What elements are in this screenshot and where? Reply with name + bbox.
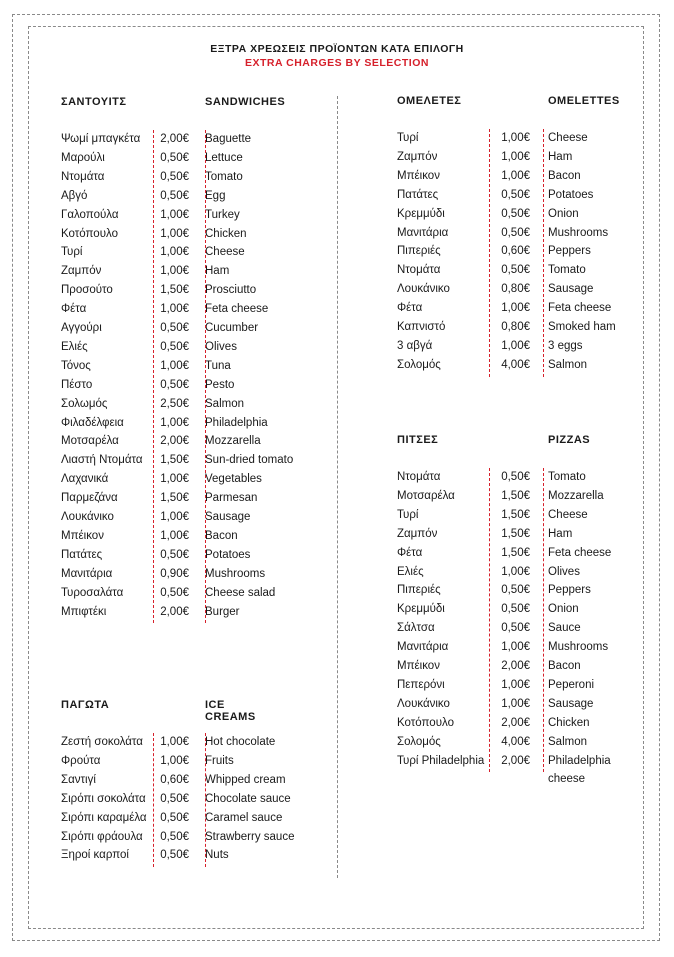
item-price: 1,50€ xyxy=(501,489,530,502)
item-price: 0,50€ xyxy=(160,586,189,599)
item-name-english: Olives xyxy=(205,340,237,353)
item-name-english: Sausage xyxy=(548,697,594,710)
item-name-english: Onion xyxy=(548,207,579,220)
item-price: 0,50€ xyxy=(160,830,189,843)
item-name-greek: Πέστο xyxy=(61,378,93,391)
item-name-english: Philadelphia xyxy=(548,754,611,767)
item-name-greek: Φέτα xyxy=(61,303,87,316)
item-price: 1,00€ xyxy=(501,302,530,315)
item-name-english: Hot chocolate xyxy=(205,736,276,748)
item-price: 0,80€ xyxy=(501,283,530,296)
item-name-greek: Σολομός xyxy=(397,735,441,748)
item-name-english: Parmesan xyxy=(205,492,258,505)
item-price: 1,00€ xyxy=(160,246,189,259)
item-name-english: Vegetables xyxy=(205,473,262,486)
item-name-english: Salmon xyxy=(205,397,244,410)
item-name-greek: Μπέικον xyxy=(61,529,104,542)
item-name-greek: Τυρί xyxy=(397,132,419,144)
item-name-english: Peppers xyxy=(548,245,591,258)
item-price: 0,50€ xyxy=(501,207,530,220)
item-price: 1,00€ xyxy=(501,169,530,182)
item-name-english: Prosciutto xyxy=(205,284,257,297)
item-name-english: Philadelphia xyxy=(205,416,268,429)
item-name-greek: Λουκάνικο xyxy=(397,697,450,710)
item-name-greek: Τυρί xyxy=(61,246,83,259)
item-price: 1,00€ xyxy=(501,565,530,578)
item-name-greek: Προσούτο xyxy=(61,284,113,297)
item-price: 1,00€ xyxy=(160,265,189,278)
item-name-greek: Τόνος xyxy=(61,359,91,372)
item-price: 1,00€ xyxy=(160,208,189,221)
item-price: 0,50€ xyxy=(501,603,530,616)
item-name-english: Feta cheese xyxy=(205,303,269,316)
item-name-greek: Πεπερόνι xyxy=(397,678,445,691)
item-name-english: Chicken xyxy=(205,227,247,240)
item-name-english: Strawberry sauce xyxy=(205,830,295,843)
item-name-english: Feta cheese xyxy=(548,302,612,315)
item-name-greek: Σολωμός xyxy=(61,397,108,410)
price-column-separator-right xyxy=(543,468,544,772)
section-heading-english: ICE CREAMS xyxy=(205,699,256,723)
item-name-greek: Λουκάνικο xyxy=(397,283,450,296)
item-price: 1,50€ xyxy=(160,284,189,297)
item-price: 0,50€ xyxy=(501,264,530,277)
item-name-english: Feta cheese xyxy=(548,546,612,559)
item-price: 1,00€ xyxy=(160,473,189,486)
item-price: 0,50€ xyxy=(160,340,189,353)
item-price: 0,60€ xyxy=(501,245,530,258)
item-price: 1,00€ xyxy=(501,641,530,654)
section-heading-greek: ΟΜΕΛΕΤΕΣ xyxy=(397,95,462,107)
item-name-greek: Πατάτες xyxy=(61,548,103,561)
item-name-english: Whipped cream xyxy=(205,773,286,786)
section-heading-english: SANDWICHES xyxy=(205,96,286,108)
item-name-english: Potatoes xyxy=(205,548,251,561)
item-name-greek: Ψωμί μπαγκέτα xyxy=(61,133,141,145)
item-name-greek: Κοτόπουλο xyxy=(397,716,454,729)
item-price: 0,50€ xyxy=(160,792,189,805)
center-column-divider xyxy=(337,96,338,878)
item-name-english: Mushrooms xyxy=(548,226,609,239)
item-price: 1,50€ xyxy=(501,508,530,521)
item-name-english: Cucumber xyxy=(205,322,259,334)
page-title-english: EXTRA CHARGES BY SELECTION xyxy=(245,57,429,69)
item-name-greek: Μοτσαρέλα xyxy=(397,489,455,502)
item-price: 2,00€ xyxy=(160,435,189,448)
item-name-english: Tomato xyxy=(205,170,243,183)
item-name-greek: Αγγούρι xyxy=(61,322,102,334)
item-name-english: Cheese xyxy=(548,132,588,144)
item-name-greek: Μπέικον xyxy=(397,660,440,672)
section-heading-greek: ΠΑΓΩΤΑ xyxy=(61,699,110,711)
item-name-english: Chocolate sauce xyxy=(205,792,291,805)
item-name-greek: Λουκάνικο xyxy=(61,511,114,523)
item-price: 2,00€ xyxy=(160,133,189,145)
item-name-greek: Πιπεριές xyxy=(397,584,441,597)
price-column-separator-right xyxy=(205,130,206,623)
item-name-english: Cheese xyxy=(548,508,588,521)
price-column-separator-left xyxy=(153,733,154,867)
item-price: 1,00€ xyxy=(160,416,189,429)
item-price: 0,50€ xyxy=(160,548,189,561)
item-name-greek: Παρμεζάνα xyxy=(61,492,118,505)
item-name-greek: Πιπεριές xyxy=(397,245,441,258)
section-heading-english: OMELETTES xyxy=(548,95,620,107)
item-name-greek: Λιαστή Ντομάτα xyxy=(61,454,143,467)
item-price: 4,00€ xyxy=(501,358,530,371)
item-name-english: Sausage xyxy=(548,283,594,296)
item-price: 2,00€ xyxy=(501,716,530,729)
item-name-greek: Τυροσαλάτα xyxy=(61,586,124,599)
item-price: 1,00€ xyxy=(501,132,530,144)
item-name-greek: Καπνιστό xyxy=(397,321,446,333)
item-price: 4,00€ xyxy=(501,735,530,748)
item-price: 1,00€ xyxy=(160,511,189,523)
item-name-greek: Ζαμπόν xyxy=(397,527,438,540)
item-name-greek: Μανιτάρια xyxy=(61,567,113,580)
item-price: 1,50€ xyxy=(501,527,530,540)
item-price: 0,80€ xyxy=(501,321,530,333)
item-name-greek: Πατάτες xyxy=(397,188,439,201)
item-name-english: Mozzarella xyxy=(548,489,604,502)
item-name-greek: 3 αβγά xyxy=(397,339,433,352)
item-name-english: Sun-dried tomato xyxy=(205,454,294,467)
item-name-english: Turkey xyxy=(205,208,240,221)
item-name-greek: Φιλαδέλφεια xyxy=(61,416,124,429)
item-name-greek: Σιρόπι καραμέλα xyxy=(61,811,147,824)
item-name-english: Tomato xyxy=(548,471,586,483)
item-name-greek: Μανιτάρια xyxy=(397,226,449,239)
item-name-greek: Μανιτάρια xyxy=(397,641,449,654)
item-name-greek: Τυρί Philadelphia xyxy=(397,754,485,767)
item-name-greek: Κρεμμύδι xyxy=(397,603,445,616)
item-price: 1,00€ xyxy=(160,529,189,542)
price-column-separator-right xyxy=(205,733,206,867)
item-price: 2,00€ xyxy=(501,660,530,672)
item-price: 0,50€ xyxy=(160,849,189,862)
item-name-english: Peppers xyxy=(548,584,591,597)
item-name-greek: Σάλτσα xyxy=(397,622,435,635)
item-price: 1,00€ xyxy=(160,303,189,316)
item-name-english: Burger xyxy=(205,605,240,618)
section-heading-greek: ΣΑΝΤΟΥΙΤΣ xyxy=(61,96,127,108)
item-price: 1,00€ xyxy=(160,359,189,372)
item-name-english-continued: cheese xyxy=(548,773,586,786)
item-price: 0,50€ xyxy=(160,189,189,202)
item-price: 1,00€ xyxy=(501,150,530,163)
item-name-greek: Σαντιγί xyxy=(61,773,96,786)
item-name-greek: Ξηροί καρποί xyxy=(61,849,129,862)
item-name-english: Salmon xyxy=(548,735,587,748)
item-name-english: Bacon xyxy=(548,660,581,672)
item-name-greek: Σολομός xyxy=(397,358,441,371)
item-price: 0,50€ xyxy=(501,226,530,239)
item-price: 0,50€ xyxy=(160,151,189,164)
item-name-english: Tomato xyxy=(548,264,586,277)
item-price: 1,00€ xyxy=(160,736,189,748)
item-name-english: Olives xyxy=(548,565,580,578)
item-name-greek: Ελιές xyxy=(61,340,88,353)
item-price: 0,50€ xyxy=(160,170,189,183)
item-price: 1,50€ xyxy=(501,546,530,559)
item-name-english: Sausage xyxy=(205,511,251,523)
page-title-greek: ΕΞΤΡΑ ΧΡΕΩΣΕΙΣ ΠΡΟΪΟΝΤΩΝ ΚΑΤΑ ΕΠΙΛΟΓΗ xyxy=(210,43,464,55)
item-name-english: Bacon xyxy=(548,169,581,182)
item-price: 0,50€ xyxy=(501,584,530,597)
item-name-greek: Ντομάτα xyxy=(397,264,441,277)
item-name-english: Egg xyxy=(205,189,226,202)
item-name-english: Tuna xyxy=(205,359,231,372)
item-price: 0,50€ xyxy=(160,811,189,824)
item-name-english: Salmon xyxy=(548,358,587,371)
item-name-english: Fruits xyxy=(205,754,234,767)
item-name-greek: Ζεστή σοκολάτα xyxy=(61,736,143,748)
item-price: 1,50€ xyxy=(160,492,189,505)
item-name-english: Lettuce xyxy=(205,151,243,164)
item-name-greek: Ντομάτα xyxy=(397,471,441,483)
item-name-english: Ham xyxy=(548,150,573,163)
item-name-english: Nuts xyxy=(205,849,229,862)
item-name-greek: Φρούτα xyxy=(61,754,101,767)
item-name-greek: Λαχανικά xyxy=(61,473,109,486)
item-price: 0,50€ xyxy=(501,622,530,635)
item-price: 0,90€ xyxy=(160,567,189,580)
item-name-greek: Σιρόπι φράουλα xyxy=(61,830,143,843)
item-name-english: Mushrooms xyxy=(548,641,609,654)
item-name-greek: Ντομάτα xyxy=(61,170,105,183)
item-name-greek: Μπιφτέκι xyxy=(61,605,107,618)
item-name-english: Ham xyxy=(548,527,573,540)
item-name-english: Ham xyxy=(205,265,230,278)
price-column-separator-left xyxy=(153,130,154,623)
price-column-separator-left xyxy=(489,129,490,377)
item-name-english: Smoked ham xyxy=(548,321,616,333)
item-name-greek: Ελιές xyxy=(397,565,424,578)
item-name-greek: Φέτα xyxy=(397,546,423,559)
item-price: 1,50€ xyxy=(160,454,189,467)
item-name-greek: Μοτσαρέλα xyxy=(61,435,119,448)
item-name-english: Baguette xyxy=(205,133,252,145)
item-name-english: Sauce xyxy=(548,622,581,635)
item-price: 2,50€ xyxy=(160,397,189,410)
item-price: 0,50€ xyxy=(501,471,530,483)
item-price: 1,00€ xyxy=(160,754,189,767)
item-name-greek: Γαλοπούλα xyxy=(61,208,119,221)
item-name-greek: Σιρόπι σοκολάτα xyxy=(61,792,146,805)
item-name-greek: Κοτόπουλο xyxy=(61,227,118,240)
item-name-greek: Τυρί xyxy=(397,508,419,521)
item-price: 2,00€ xyxy=(501,754,530,767)
item-price: 0,50€ xyxy=(501,188,530,201)
item-price: 2,00€ xyxy=(160,605,189,618)
item-name-english: Mushrooms xyxy=(205,567,266,580)
item-name-english: Cheese xyxy=(205,246,245,259)
item-price: 1,00€ xyxy=(501,697,530,710)
price-column-separator-left xyxy=(489,468,490,772)
item-price: 1,00€ xyxy=(501,339,530,352)
item-name-english: Onion xyxy=(548,603,579,616)
item-name-english: Potatoes xyxy=(548,188,594,201)
item-price: 1,00€ xyxy=(160,227,189,240)
item-name-english: Pesto xyxy=(205,378,235,391)
section-heading-greek: ΠΙΤΣΕΣ xyxy=(397,434,439,446)
item-name-greek: Κρεμμύδι xyxy=(397,207,445,220)
section-heading-english: PIZZAS xyxy=(548,434,591,446)
item-name-english: Chicken xyxy=(548,716,590,729)
item-name-english: Bacon xyxy=(205,529,238,542)
item-name-greek: Μαρούλι xyxy=(61,151,105,164)
item-name-english: Cheese salad xyxy=(205,586,276,599)
item-price: 0,60€ xyxy=(160,773,189,786)
item-name-greek: Φέτα xyxy=(397,302,423,315)
item-name-english: 3 eggs xyxy=(548,339,583,352)
item-price: 1,00€ xyxy=(501,678,530,691)
item-name-english: Peperoni xyxy=(548,678,595,691)
item-name-english: Caramel sauce xyxy=(205,811,283,824)
item-price: 0,50€ xyxy=(160,378,189,391)
item-name-greek: Αβγό xyxy=(61,189,88,202)
item-name-greek: Ζαμπόν xyxy=(61,265,102,278)
item-name-english: Mozzarella xyxy=(205,435,261,448)
item-price: 0,50€ xyxy=(160,322,189,334)
item-name-greek: Μπέικον xyxy=(397,169,440,182)
price-column-separator-right xyxy=(543,129,544,377)
item-name-greek: Ζαμπόν xyxy=(397,150,438,163)
